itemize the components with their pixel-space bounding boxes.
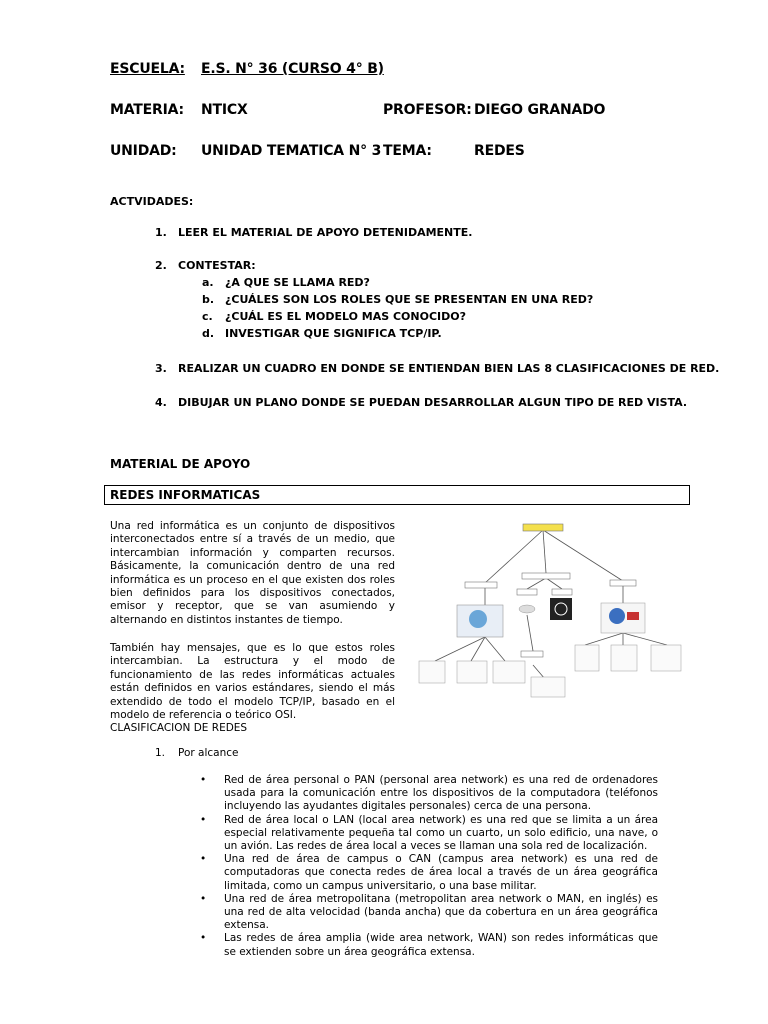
list-item-text: Red de área personal o PAN (personal area network) es una red de ordenadores usada para la comunicación entre los dispositivos de la computadora (teléfonos incluyendo las ayudantes digitales personales) cerca de una persona.	[224, 774, 658, 813]
material-title: MATERIAL DE APOYO	[110, 457, 251, 471]
escuela-label: ESCUELA:	[110, 61, 185, 77]
clasificacion-title: CLASIFICACION DE REDES	[110, 722, 248, 734]
paragraph-1: Una red informática es un conjunto de dispositivos interconectados entre sí a través de un medio, que intercambian información y comparten recursos. Básicamente, la comunicación dentro de una red informática es un proceso en el que existen dos roles bien definidos para los dispositivos conectados, emisor y receptor, que se van asumiendo y alternando en distintos instantes de tiempo.	[110, 520, 395, 626]
activity-text: DIBUJAR UN PLANO DONDE SE PUEDAN DESARROLLAR ALGUN TIPO DE RED VISTA.	[178, 396, 688, 409]
bus-topology-icon	[457, 661, 487, 683]
unidad-value: UNIDAD TEMATICA N° 3	[201, 143, 382, 159]
list-item-text: Una red de área de campus o CAN (campus area network) es una red de computadoras que conecta redes de área local a través de un área geográfica limitada, como un campus universitario, o una base militar.	[224, 853, 658, 892]
activity-number: 4.	[155, 396, 167, 409]
activity-text: LEER EL MATERIAL DE APOYO DETENIDAMENTE.	[178, 226, 473, 239]
sub-item-text: ¿CUÁLES SON LOS ROLES QUE SE PRESENTAN EN UNA RED?	[225, 293, 594, 306]
wireless-node	[552, 589, 572, 595]
activity-text: REALIZAR UN CUADRO EN DONDE SE ENTIENDAN BIEN LAS 8 CLASIFICACIONES DE RED.	[178, 362, 720, 375]
activity-text: CONTESTAR:	[178, 259, 256, 272]
lan-icon	[651, 645, 681, 671]
hybrid-node	[521, 651, 543, 657]
list-item-text: Las redes de área amplia (wide area network, WAN) son redes informáticas que se extienden sobre un área geográfica extensa.	[224, 932, 658, 958]
section-title-box	[104, 485, 690, 505]
bullet: •	[200, 853, 207, 866]
materia-value: NTICX	[201, 102, 248, 118]
tema-label: TEMA:	[383, 143, 432, 159]
sub-item-letter: b.	[202, 293, 215, 306]
actividades-title: ACTVIDADES:	[110, 195, 194, 208]
sub-item-letter: d.	[202, 327, 215, 340]
profesor-label: PROFESOR:	[383, 102, 472, 118]
bullet: •	[200, 932, 207, 945]
list-item	[200, 932, 658, 958]
sub-item-text: INVESTIGAR QUE SIGNIFICA TCP/IP.	[225, 327, 442, 340]
unidad-label: UNIDAD:	[110, 143, 177, 159]
transmission-node	[522, 573, 570, 579]
list-item	[200, 814, 658, 854]
ring-topology-icon	[419, 661, 445, 683]
list-item	[200, 774, 658, 814]
list-item	[200, 853, 658, 893]
list-item-text: Una red de área metropolitana (metropolitan area network o MAN, en inglés) es una red de alta velocidad (banda ancha) que da cobertura en un área geográfica extensa.	[224, 892, 658, 932]
sub-item-letter: c.	[202, 310, 213, 323]
pan-icon	[575, 645, 599, 671]
sub-item-text: ¿CUÁL ES EL MODELO MAS CONOCIDO?	[225, 310, 466, 323]
activity-number: 3.	[155, 362, 167, 375]
network-types-list	[200, 774, 658, 959]
section-title: REDES INFORMATICAS	[110, 488, 261, 502]
paragraph-2: También hay mensajes, que es lo que estos roles intercambian. La estructura y el modo de funcionamiento de las redes informáticas actuales están definidos en varios estándares, siendo el más extendido de todo el modelo TCP/IP, basado en el modelo de referencia o teórico OSI.	[110, 642, 395, 722]
profesor-value: DIEGO GRANADO	[474, 102, 606, 118]
mesh-topology-icon	[531, 677, 565, 697]
wifi-icon	[550, 598, 572, 620]
coverage-node	[610, 580, 636, 586]
sub-item-text: ¿A QUE SE LLAMA RED?	[225, 276, 370, 289]
cable-icon	[519, 605, 535, 613]
activity-number: 1.	[155, 226, 167, 239]
materia-label: MATERIA:	[110, 102, 184, 118]
bullet: •	[200, 813, 207, 826]
topology-node	[465, 582, 497, 588]
bullet: •	[200, 892, 207, 905]
tema-value: REDES	[474, 143, 525, 159]
alcance-text: Por alcance	[178, 747, 239, 759]
globe-icon	[469, 610, 487, 628]
root-node	[523, 524, 563, 531]
cable-node	[517, 589, 537, 595]
list-item-text: Red de área local o LAN (local area network) es una red que se limita a un área especial relativamente pequeña tal como un cuarto, un solo edificio, una nave, o un avión. Las redes de área local a veces se llaman una sola red de localización.	[224, 813, 658, 853]
alcance-number: 1.	[155, 747, 166, 759]
escuela-value: E.S. N° 36 (CURSO 4° B)	[201, 61, 384, 77]
sub-item-letter: a.	[202, 276, 214, 289]
tree-topology-icon	[493, 661, 525, 683]
activity-number: 2.	[155, 259, 167, 272]
network-concept-map	[405, 515, 687, 705]
list-item	[200, 893, 658, 933]
man-icon	[611, 645, 637, 671]
bullet: •	[200, 774, 207, 786]
